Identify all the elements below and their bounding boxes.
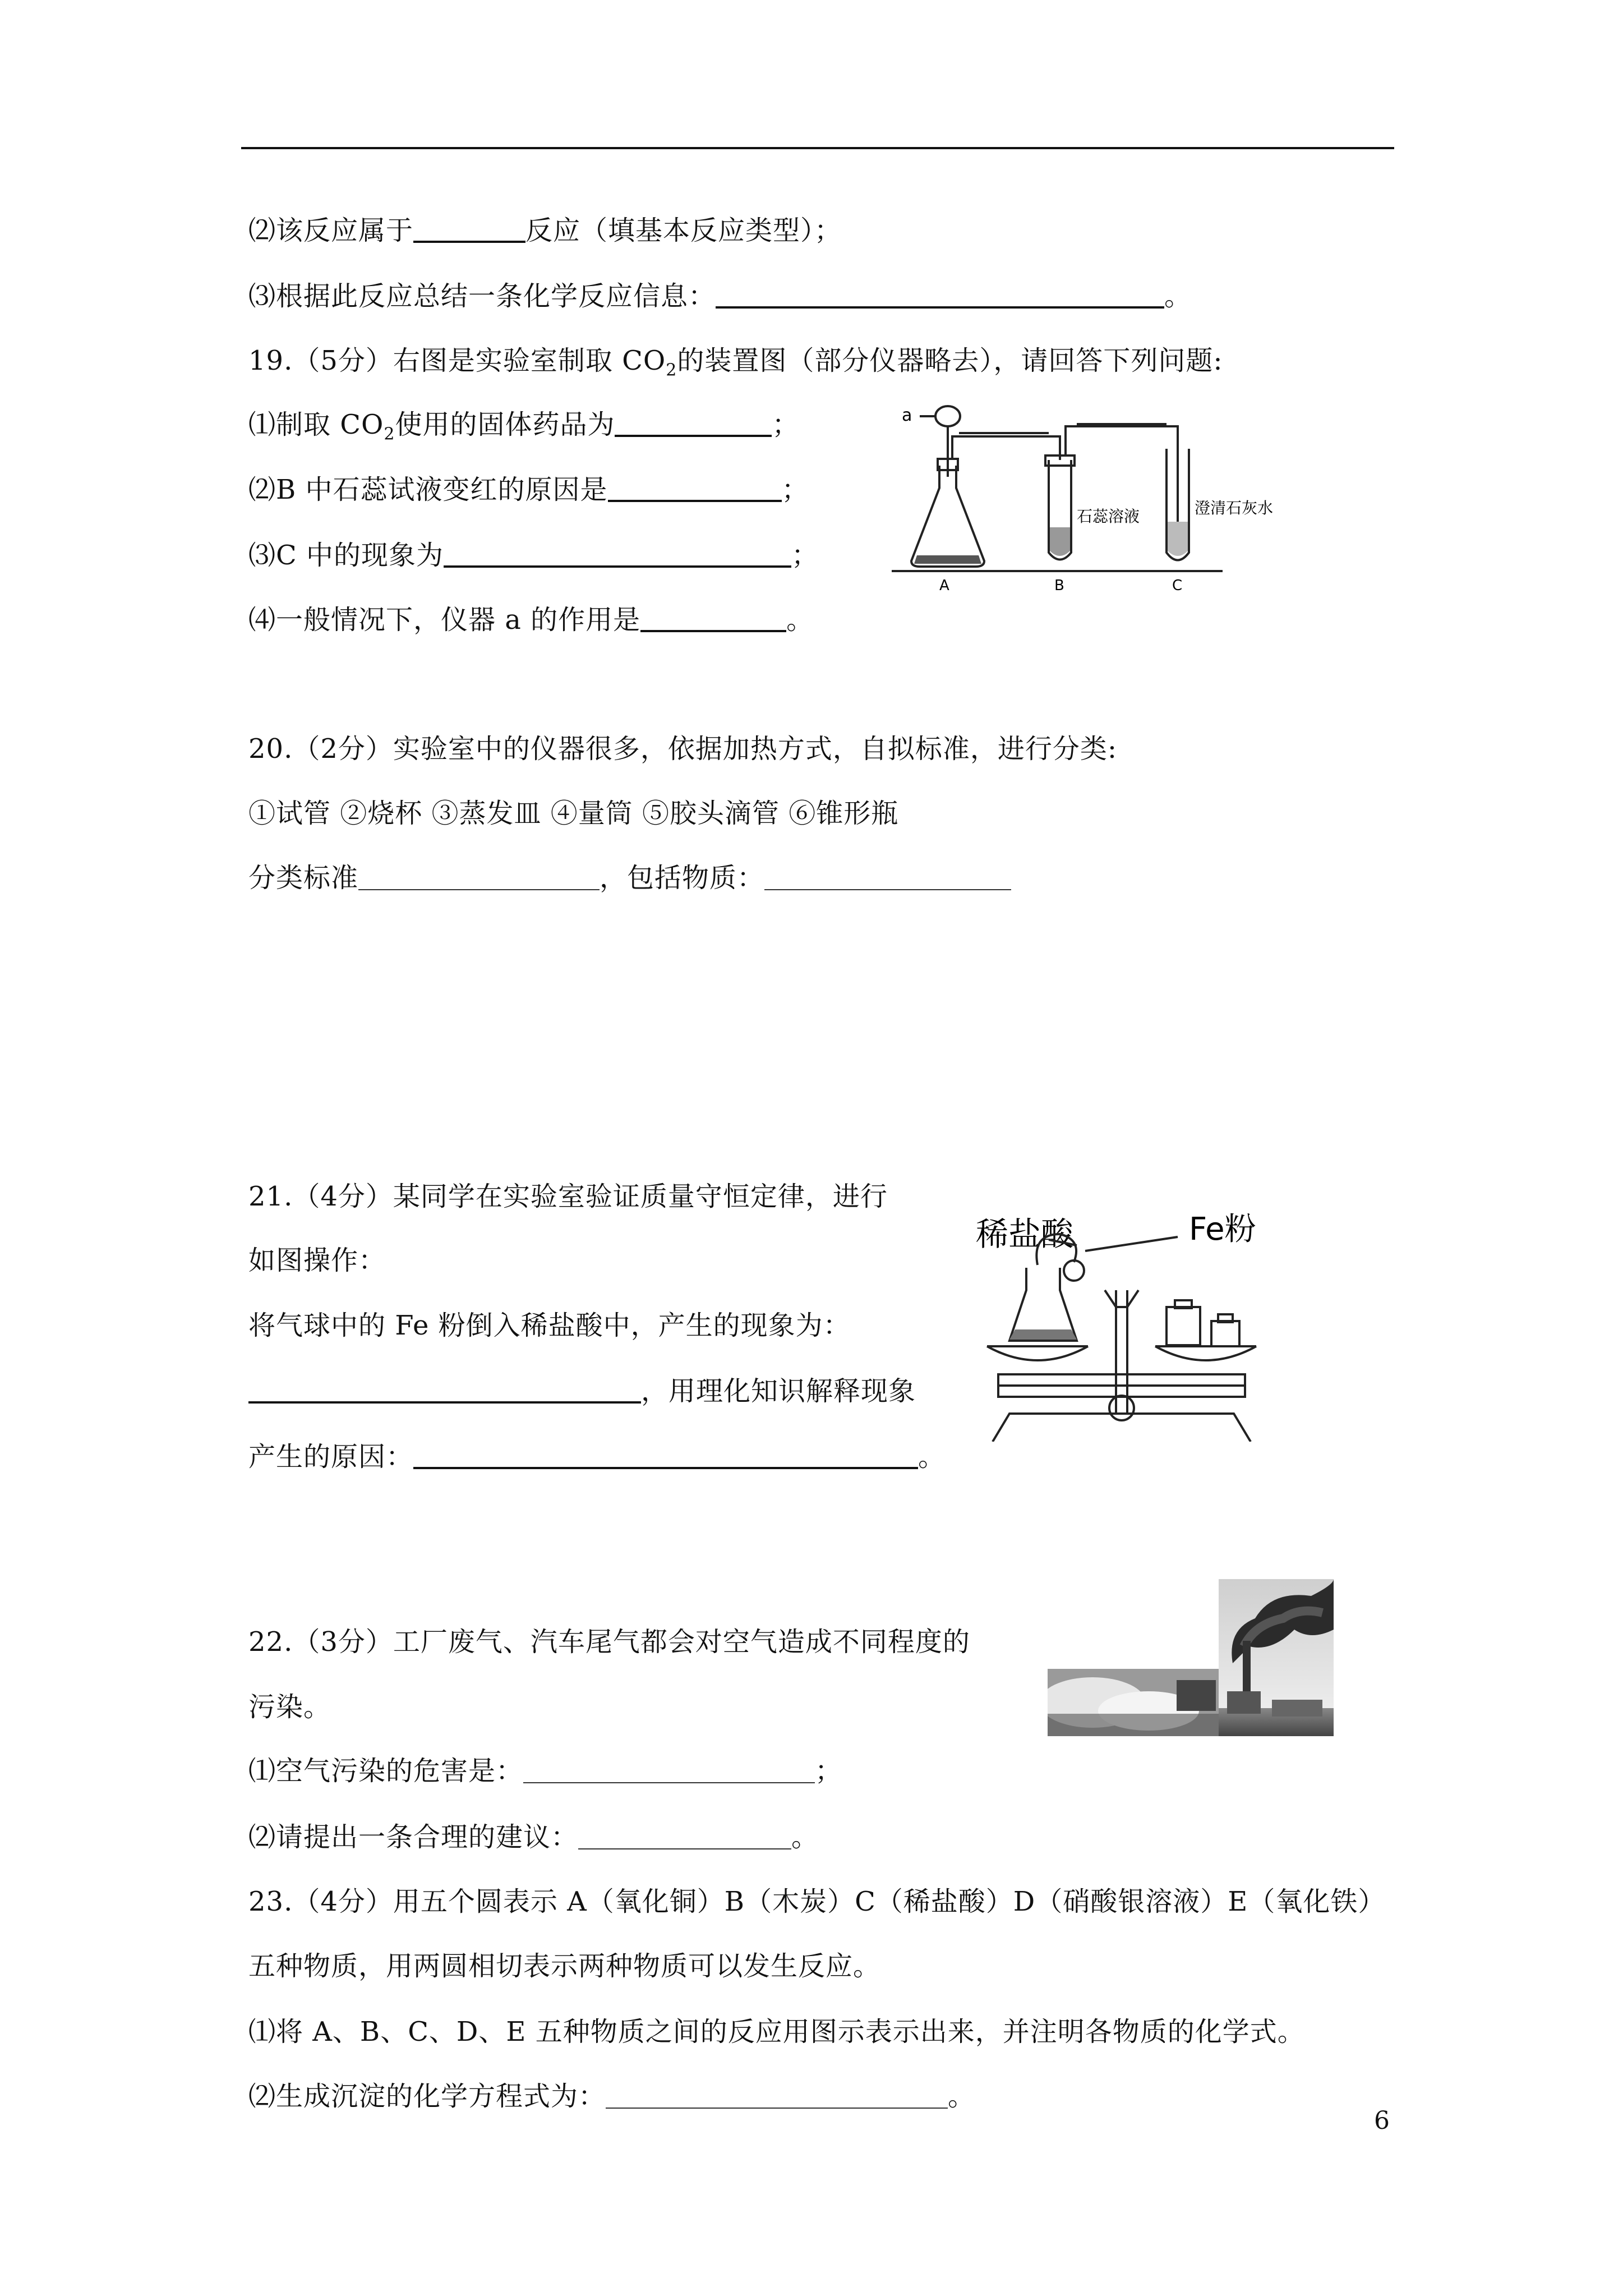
answer-blank[interactable] [444, 539, 791, 568]
co2-apparatus-figure [886, 393, 1290, 595]
q23-heading: 23.（4分）用五个圆表示 A（氧化铜）B（木炭）C（稀盐酸）D（硝酸银溶液）E（氧化铁） [248, 1886, 1386, 1917]
answer-blank[interactable] [578, 1821, 791, 1849]
answer-blank[interactable] [413, 214, 525, 243]
answer-blank[interactable] [606, 2081, 948, 2109]
q18-item-2: ⑵该反应属于 反应（填基本反应类型）； [248, 215, 842, 246]
q21-line-4: ，用理化知识解释现象 [248, 1372, 916, 1411]
q21-heading: 21.（4分）某同学在实验室验证质量守恒定律，进行 [248, 1181, 888, 1212]
balance-figure [976, 1195, 1357, 1442]
q20-heading: 20.（2分）实验室中的仪器很多，依据加热方式，自拟标准，进行分类: [248, 733, 1118, 765]
label-B: B [1054, 577, 1064, 594]
answer-blank[interactable] [523, 1755, 815, 1783]
label-a: a [902, 406, 912, 425]
q19-item-3: ⑶C 中的现象为 ； [248, 540, 819, 571]
q19-item-1: ⑴制取 $CO_2$使用的固体药品为 ； [248, 409, 800, 444]
label-limewater: 澄清石灰水 [1195, 499, 1274, 517]
page-number: 6 [1374, 2106, 1390, 2135]
q19-heading: 19.（5分）右图是实验室制取 $CO_2$的装置图（部分仪器略去），请回答下列问题: [248, 345, 1223, 380]
answer-blank[interactable] [608, 473, 782, 502]
header-rule [241, 147, 1394, 149]
q22-item-2: ⑵请提出一条合理的建议： 。 [248, 1821, 819, 1853]
answer-blank[interactable] [358, 862, 600, 890]
q20-answer-line: 分类标准 ，包括物质： [248, 858, 1011, 898]
label-litmus: 石蕊溶液 [1077, 507, 1140, 526]
q19-item-4: ⑷一般情况下，仪器 a 的作用是 。 [248, 604, 814, 636]
answer-blank[interactable] [640, 603, 786, 632]
q22-item-1: ⑴空气污染的危害是： ； [248, 1755, 843, 1787]
q19-item-2: ⑵B 中石蕊试液变红的原因是 ； [248, 474, 809, 505]
label-C: C [1172, 577, 1183, 594]
answer-blank[interactable] [413, 1440, 918, 1469]
q20-items: ①试管 ②烧杯 ③蒸发皿 ④量筒 ⑤胶头滴管 ⑥锥形瓶 [248, 798, 899, 829]
label-A: A [939, 577, 949, 594]
label-fe-powder: Fe粉 [1189, 1211, 1256, 1248]
q21-line-3: 将气球中的 Fe 粉倒入稀盐酸中，产生的现象为： [248, 1310, 851, 1341]
q21-line-5: 产生的原因： 。 [248, 1441, 946, 1473]
answer-blank[interactable] [764, 862, 1011, 890]
answer-blank[interactable] [248, 1374, 641, 1404]
answer-blank[interactable] [615, 408, 772, 437]
answer-blank[interactable] [716, 279, 1164, 309]
q21-line-2: 如图操作： [248, 1245, 386, 1276]
q23-line-2: 五种物质，用两圆相切表示两种物质可以发生反应。 [248, 1950, 881, 1982]
q23-item-1: ⑴将 A、B、C、D、E 五种物质之间的反应用图示表示出来，并注明各物质的化学式。 [248, 2016, 1305, 2047]
pollution-photo [1048, 1579, 1334, 1736]
label-dilute-hcl: 稀盐酸 [976, 1215, 1074, 1253]
q18-item-3: ⑶根据此反应总结一条化学反应信息： 。 [248, 280, 1192, 312]
q23-item-2: ⑵生成沉淀的化学方程式为： 。 [248, 2081, 976, 2112]
q22-heading: 22.（3分）工厂废气、汽车尾气都会对空气造成不同程度的 [248, 1626, 970, 1658]
q22-line-2: 污染。 [248, 1691, 331, 1723]
